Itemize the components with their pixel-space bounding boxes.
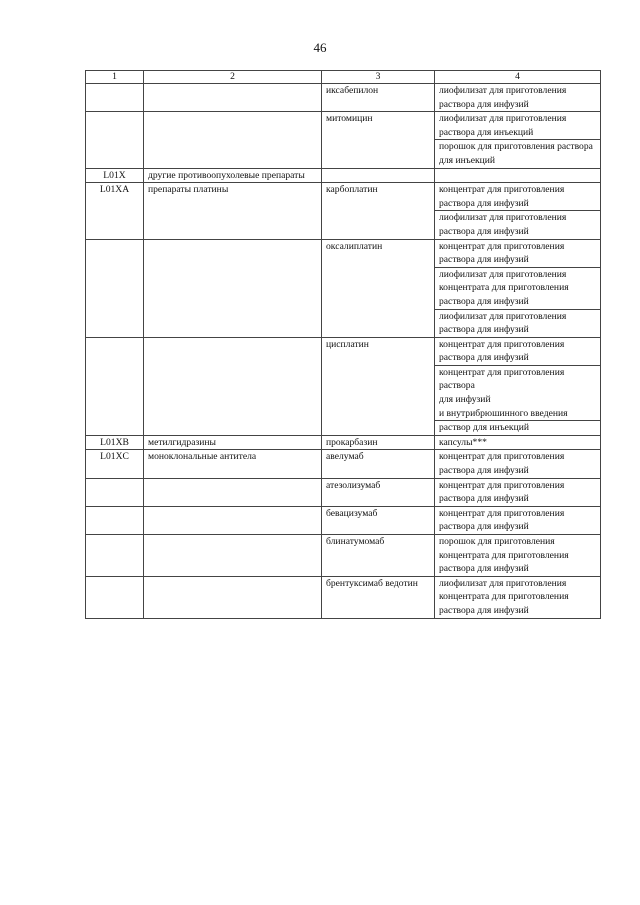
dosage-form-cell	[435, 168, 601, 183]
atc-group-cell	[144, 84, 322, 112]
table-row	[86, 576, 601, 618]
dosage-form-cell: лиофилизат для приготовления раствора для инфузий	[435, 84, 601, 112]
atc-code-cell	[86, 337, 144, 435]
table-row	[86, 478, 601, 506]
atc-group-cell	[144, 112, 322, 168]
dosage-form-cell: лиофилизат для приготовления концентрата для приготовления раствора для инфузий	[435, 576, 601, 618]
drug-name-cell: оксалиплатин	[322, 239, 435, 337]
table-row	[86, 239, 601, 267]
drug-name-cell: митомицин	[322, 112, 435, 168]
drug-name-cell: карбоплатин	[322, 183, 435, 239]
atc-code-cell	[86, 506, 144, 534]
dosage-form-cell: порошок для приготовления раствора для инъекций	[435, 140, 601, 168]
atc-group-cell	[144, 478, 322, 506]
dosage-form-cell: концентрат для приготовления раствора для инфузий	[435, 337, 601, 365]
table-row	[86, 535, 601, 577]
dosage-form-cell: лиофилизат для приготовления раствора для инфузий	[435, 309, 601, 337]
drug-name-cell: авелумаб	[322, 450, 435, 478]
drug-name-cell: атезолизумаб	[322, 478, 435, 506]
dosage-form-cell: раствор для инъекций	[435, 421, 601, 436]
table-row	[86, 112, 601, 140]
atc-group-cell	[144, 239, 322, 337]
dosage-form-cell: капсулы***	[435, 435, 601, 450]
drug-name-cell	[322, 168, 435, 183]
column-header-2: 2	[144, 71, 322, 84]
atc-code-cell	[86, 84, 144, 112]
atc-group-cell: препараты платины	[144, 183, 322, 239]
dosage-form-cell: концентрат для приготовления раствора для инфузий	[435, 183, 601, 211]
atc-code-cell	[86, 239, 144, 337]
dosage-form-cell: лиофилизат для приготовления концентрата для приготовления раствора для инфузий	[435, 267, 601, 309]
atc-group-cell	[144, 506, 322, 534]
atc-code-cell: L01XC	[86, 450, 144, 478]
atc-group-cell: моноклональные антитела	[144, 450, 322, 478]
dosage-form-cell: концентрат для приготовления раствора для инфузий	[435, 239, 601, 267]
drug-name-cell: прокарбазин	[322, 435, 435, 450]
dosage-form-cell: концентрат для приготовления раствора для инфузий	[435, 450, 601, 478]
atc-code-cell	[86, 535, 144, 577]
table-row	[86, 84, 601, 112]
table-row	[86, 450, 601, 478]
column-number-row	[86, 71, 601, 84]
atc-group-cell	[144, 576, 322, 618]
dosage-form-cell: порошок для приготовления концентрата для приготовления раствора для инфузий	[435, 535, 601, 577]
atc-group-cell: метилгидразины	[144, 435, 322, 450]
atc-code-cell: L01XA	[86, 183, 144, 239]
atc-code-cell	[86, 478, 144, 506]
table-row	[86, 183, 601, 211]
table-row	[86, 337, 601, 365]
dosage-form-cell: концентрат для приготовления раствора для инфузий	[435, 506, 601, 534]
dosage-form-cell: концентрат для приготовления раствора для инфузий и внутрибрюшинного введения	[435, 365, 601, 420]
atc-group-cell	[144, 535, 322, 577]
drug-name-cell: бевацизумаб	[322, 506, 435, 534]
column-header-4: 4	[435, 71, 601, 84]
page-number: 46	[313, 40, 327, 55]
table-body	[86, 84, 601, 619]
atc-group-cell: другие противоопухолевые препараты	[144, 168, 322, 183]
column-header-1: 1	[86, 71, 144, 84]
atc-code-cell: L01X	[86, 168, 144, 183]
drug-name-cell: цисплатин	[322, 337, 435, 435]
column-header-3: 3	[322, 71, 435, 84]
dosage-form-cell: лиофилизат для приготовления раствора для инфузий	[435, 211, 601, 239]
drug-name-cell: блинатумомаб	[322, 535, 435, 577]
table-row	[86, 435, 601, 450]
drug-name-cell: брентуксимаб ведотин	[322, 576, 435, 618]
table-row	[86, 506, 601, 534]
dosage-form-cell: лиофилизат для приготовления раствора для инъекций	[435, 112, 601, 140]
atc-code-cell: L01XB	[86, 435, 144, 450]
atc-group-cell	[144, 337, 322, 435]
atc-code-cell	[86, 112, 144, 168]
drug-name-cell: иксабепилон	[322, 84, 435, 112]
table-row	[86, 168, 601, 183]
dosage-form-cell: концентрат для приготовления раствора для инфузий	[435, 478, 601, 506]
drug-table	[85, 70, 601, 619]
atc-code-cell	[86, 576, 144, 618]
